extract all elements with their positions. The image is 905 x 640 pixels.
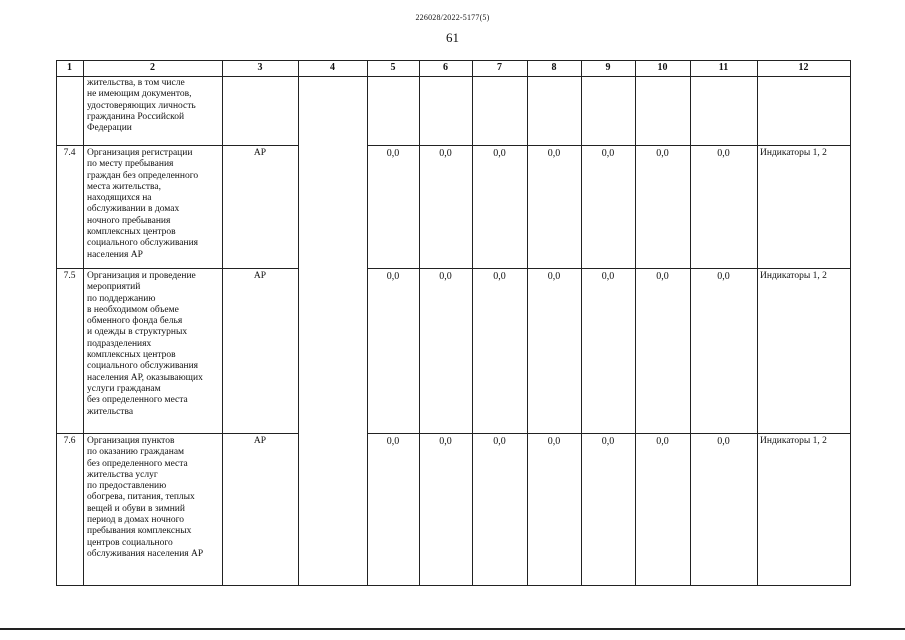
value-cell: 0,0 [439, 148, 452, 159]
column-header-3: 3 [257, 62, 263, 73]
value-cell: 0,0 [386, 436, 400, 447]
column-header-2: 2 [150, 62, 155, 73]
value-cell: 0,0 [386, 271, 400, 282]
value-cell: 0,0 [656, 148, 669, 159]
row-separator-right-2 [367, 433, 850, 434]
value-cell: 0,0 [601, 436, 615, 447]
row-number: 7.6 [63, 436, 76, 446]
table-bottom-border [56, 585, 850, 586]
column-divider-5 [419, 60, 420, 586]
executor: АР [253, 436, 267, 446]
column-header-1: 1 [67, 62, 72, 73]
page-bottom-rule [0, 628, 905, 630]
column-header-9: 9 [605, 62, 611, 73]
value-cell: 0,0 [439, 271, 452, 282]
page-number: 61 [446, 30, 459, 45]
column-divider-11 [757, 60, 758, 586]
value-cell: 0,0 [493, 436, 506, 447]
column-divider-6 [472, 60, 473, 586]
activity-name: Организация регистрации по месту пребывания граждан без определенного места жительства, находящихся на обслуживании в домах ночного пребывания комплексных центров социального обслуживания населения АР [87, 148, 199, 260]
value-cell: 0,0 [439, 436, 452, 447]
column-divider-1 [83, 60, 84, 586]
column-header-8: 8 [551, 62, 557, 73]
value-cell: 0,0 [493, 148, 506, 159]
column-header-7: 7 [497, 62, 502, 73]
column-divider-9 [635, 60, 636, 586]
column-divider-12 [850, 60, 851, 586]
value-cell: 0,0 [717, 271, 730, 282]
continuation-text: жительства, в том числе не имеющим документов, удостоверяющих личность гражданина Российской Федерации [87, 78, 196, 134]
value-cell: 0,0 [656, 436, 669, 447]
column-divider-0 [56, 60, 57, 586]
indicators: Индикаторы 1, 2 [760, 271, 827, 281]
row-separator-right-0 [367, 145, 850, 146]
column-header-12: 12 [798, 62, 809, 73]
value-cell: 0,0 [547, 271, 561, 282]
value-cell: 0,0 [656, 271, 669, 282]
column-header-6: 6 [443, 62, 448, 73]
column-divider-3 [298, 60, 299, 586]
table-top-border [56, 60, 850, 61]
value-cell: 0,0 [601, 271, 615, 282]
row-number: 7.4 [63, 148, 76, 158]
value-cell: 0,0 [601, 148, 615, 159]
indicators: Индикаторы 1, 2 [760, 436, 827, 446]
column-header-5: 5 [390, 62, 396, 73]
column-divider-10 [690, 60, 691, 586]
column-header-4: 4 [330, 62, 335, 73]
column-divider-2 [222, 60, 223, 586]
value-cell: 0,0 [386, 148, 400, 159]
executor: АР [253, 271, 267, 281]
value-cell: 0,0 [493, 271, 506, 282]
column-divider-8 [581, 60, 582, 586]
column-header-10: 10 [657, 62, 668, 73]
activity-name: Организация пунктов по оказанию гражданам без определенного места жительства услуг по предоставлению обогрева, питания, теплых вещей и обуви в зимний период в домах ночного пребывания комплексных центров социального обслуживания населения АР [87, 436, 204, 559]
header-bottom-border [56, 76, 850, 77]
value-cell: 0,0 [547, 148, 561, 159]
row-separator-right-1 [367, 268, 850, 269]
column-divider-4 [367, 60, 368, 586]
indicators: Индикаторы 1, 2 [760, 148, 827, 158]
value-cell: 0,0 [717, 436, 730, 447]
column-header-11: 11 [718, 62, 729, 73]
value-cell: 0,0 [547, 436, 561, 447]
row-separator-left-2 [56, 433, 298, 434]
row-separator-left-0 [56, 145, 298, 146]
row-number: 7.5 [63, 271, 76, 281]
executor: АР [253, 148, 267, 158]
document-registration-number: 226028/2022-5177(5) [415, 13, 490, 22]
value-cell: 0,0 [717, 148, 730, 159]
column-divider-7 [527, 60, 528, 586]
activity-name: Организация и проведение мероприятий по поддержанию в необходимом объеме обменного фонда белья и одежды в структурных подразделениях комплексных центров социального обслуживания населения АР, оказывающих услуги гражданам без определенного места жительства [87, 271, 203, 417]
row-separator-left-1 [56, 268, 298, 269]
